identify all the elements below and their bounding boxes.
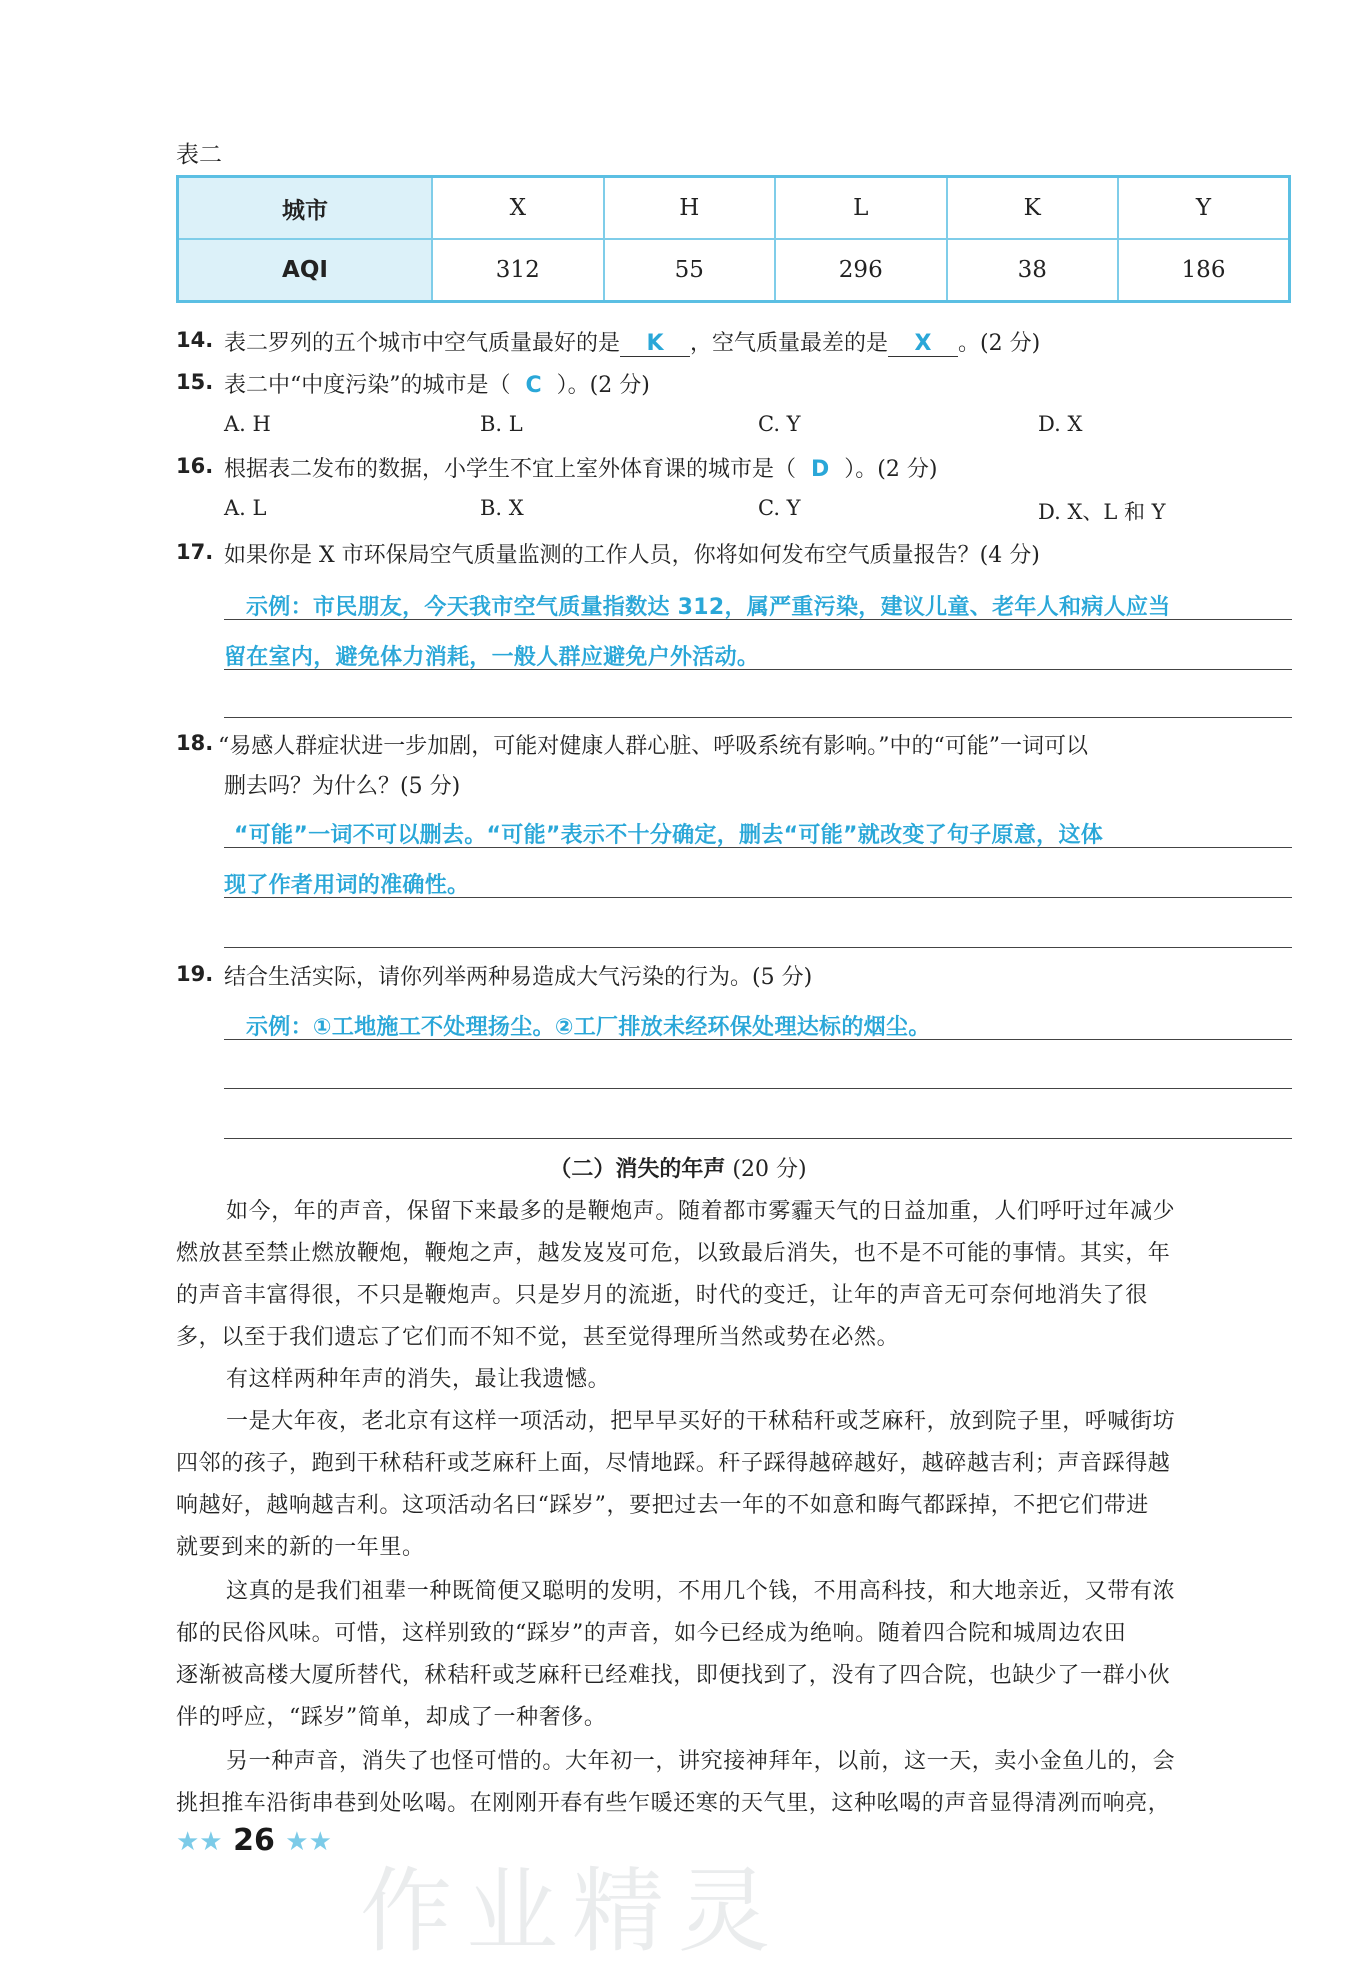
option-c: C. Y <box>758 496 801 520</box>
table-row <box>178 239 1290 302</box>
passage-line: 燃放甚至禁止燃放鞭炮，鞭炮之声，越发岌岌可危，以致最后消失，也不是不可能的事情。其实，年 <box>176 1241 1171 1266</box>
answer-line <box>224 1039 1292 1040</box>
section-score: (20 分) <box>732 1157 807 1182</box>
answer-line <box>224 847 1292 848</box>
question-text: ）。(2 分) <box>556 373 650 398</box>
table-cell: 312 <box>432 239 604 302</box>
star-icon: ★★ <box>285 1827 332 1857</box>
option-a: A. H <box>224 412 271 436</box>
passage-line: 如今，年的声音，保留下来最多的是鞭炮声。随着都市雾霾天气的日益加重，人们呼吁过年减少 <box>226 1199 1176 1224</box>
question-text: ）。(2 分) <box>844 457 938 482</box>
question-text: 结合生活实际，请你列举两种易造成大气污染的行为。(5 分) <box>224 965 813 990</box>
answer-text: 示例：市民朋友，今天我市空气质量指数达 312，属严重污染，建议儿童、老年人和病人应当 <box>246 595 1171 620</box>
table-cell: K <box>947 177 1119 240</box>
passage-line: 一是大年夜，老北京有这样一项活动，把早早买好的干秫秸秆或芝麻秆，放到院子里，呼喊街坊 <box>226 1409 1176 1434</box>
question-text: 根据表二发布的数据，小学生不宜上室外体育课的城市是（ <box>224 457 797 482</box>
passage-line: 多，以至于我们遗忘了它们而不知不觉，甚至觉得理所当然或势在必然。 <box>176 1325 900 1350</box>
passage-line: 挑担推车沿街串巷到处吆喝。在刚刚开春有些乍暖还寒的天气里，这种吆喝的声音显得清冽而响亮， <box>176 1791 1171 1816</box>
table-cell: Y <box>1118 177 1290 240</box>
answer-choice: C <box>525 373 542 398</box>
question-text: 表二中“中度污染”的城市是（ <box>224 373 511 398</box>
table-cell: 186 <box>1118 239 1290 302</box>
question-text: 。(2 分) <box>958 331 1041 356</box>
table-cell: 38 <box>947 239 1119 302</box>
question-text: ，空气质量最差的是 <box>690 331 889 356</box>
question-number: 19. <box>176 962 214 986</box>
table-cell: H <box>604 177 776 240</box>
answer-text: 留在室内，避免体力消耗，一般人群应避免户外活动。 <box>224 645 760 670</box>
watermark: 作业精灵 <box>360 1858 785 1965</box>
option-d: D. X、L 和 Y <box>1038 500 1166 524</box>
question-number: 15. <box>176 370 214 394</box>
option-c: C. Y <box>758 412 801 436</box>
section-title <box>0 1152 1356 1183</box>
passage-line: 有这样两种年声的消失，最让我遗憾。 <box>226 1367 611 1392</box>
question-number: 14. <box>176 328 214 352</box>
table-cell: L <box>775 177 947 240</box>
table-cell: X <box>432 177 604 240</box>
section-heading: （二）消失的年声 <box>549 1157 726 1182</box>
answer-text: “可能”一词不可以删去。“可能”表示不十分确定，删去“可能”就改变了句子原意，这体 <box>234 823 1104 848</box>
passage-line: 响越好，越响越吉利。这项活动名曰“踩岁”，要把过去一年的不如意和晦气都踩掉，不把它们带进 <box>176 1493 1149 1518</box>
answer-line <box>224 897 1292 898</box>
star-icon: ★★ <box>176 1827 223 1857</box>
table-row-label: AQI <box>178 239 433 302</box>
table-row-label: 城市 <box>178 177 433 240</box>
option-b: B. X <box>480 496 524 520</box>
answer-choice: D <box>811 457 830 482</box>
question-number: 18. <box>176 731 214 755</box>
question-text: 如果你是 X 市环保局空气质量监测的工作人员，你将如何发布空气质量报告？(4 分) <box>224 543 1040 568</box>
answer-text: 现了作者用词的准确性。 <box>224 873 470 898</box>
answer-line <box>224 947 1292 948</box>
passage-line: 郁的民俗风味。可惜，这样别致的“踩岁”的声音，如今已经成为绝响。随着四合院和城周边农田 <box>176 1621 1127 1646</box>
table-cell: 296 <box>775 239 947 302</box>
question-number: 16. <box>176 454 214 478</box>
option-a: A. L <box>224 496 267 520</box>
question-number: 17. <box>176 540 214 564</box>
answer-line <box>224 1138 1292 1139</box>
passage-line: 伴的呼应，“踩岁”简单，却成了一种奢侈。 <box>176 1705 607 1730</box>
answer-text: 示例：①工地施工不处理扬尘。②工厂排放未经环保处理达标的烟尘。 <box>246 1015 931 1040</box>
question-text: “易感人群症状进一步加剧，可能对健康人群心脏、呼吸系统有影响。”中的“可能”一词可以 <box>218 734 1088 759</box>
answer-line <box>224 669 1292 670</box>
option-d: D. X <box>1038 412 1083 436</box>
answer-line <box>224 619 1292 620</box>
question-text: 删去吗？为什么？(5 分) <box>224 774 461 799</box>
passage-line: 就要到来的新的一年里。 <box>176 1535 425 1560</box>
passage-line: 这真的是我们祖辈一种既简便又聪明的发明，不用几个钱，不用高科技，和大地亲近，又带有浓 <box>226 1579 1176 1604</box>
passage-line: 四邻的孩子，跑到干秫秸秆或芝麻秆上面，尽情地踩。秆子踩得越碎越好，越碎越吉利；声音踩得越 <box>176 1451 1171 1476</box>
answer-line <box>224 1088 1292 1089</box>
table-cell: 55 <box>604 239 776 302</box>
answer-blank: K <box>620 332 690 357</box>
table-caption: 表二 <box>176 142 222 168</box>
passage-line: 逐渐被高楼大厦所替代，秫秸秆或芝麻秆已经难找，即便找到了，没有了四合院，也缺少了一群小伙 <box>176 1663 1171 1688</box>
passage-line: 的声音丰富得很，不只是鞭炮声。只是岁月的流逝，时代的变迁，让年的声音无可奈何地消失了很 <box>176 1283 1148 1308</box>
aqi-table <box>176 175 1291 303</box>
passage-line: 另一种声音，消失了也怪可惜的。大年初一，讲究接神拜年，以前，这一天，卖小金鱼儿的，会 <box>226 1749 1176 1774</box>
page-number: 26 <box>233 1823 275 1858</box>
answer-line <box>224 717 1292 718</box>
option-b: B. L <box>480 412 523 436</box>
answer-blank: X <box>888 332 958 357</box>
question-text: 表二罗列的五个城市中空气质量最好的是 <box>224 331 621 356</box>
table-row <box>178 177 1290 240</box>
page-number-block <box>176 1823 332 1858</box>
